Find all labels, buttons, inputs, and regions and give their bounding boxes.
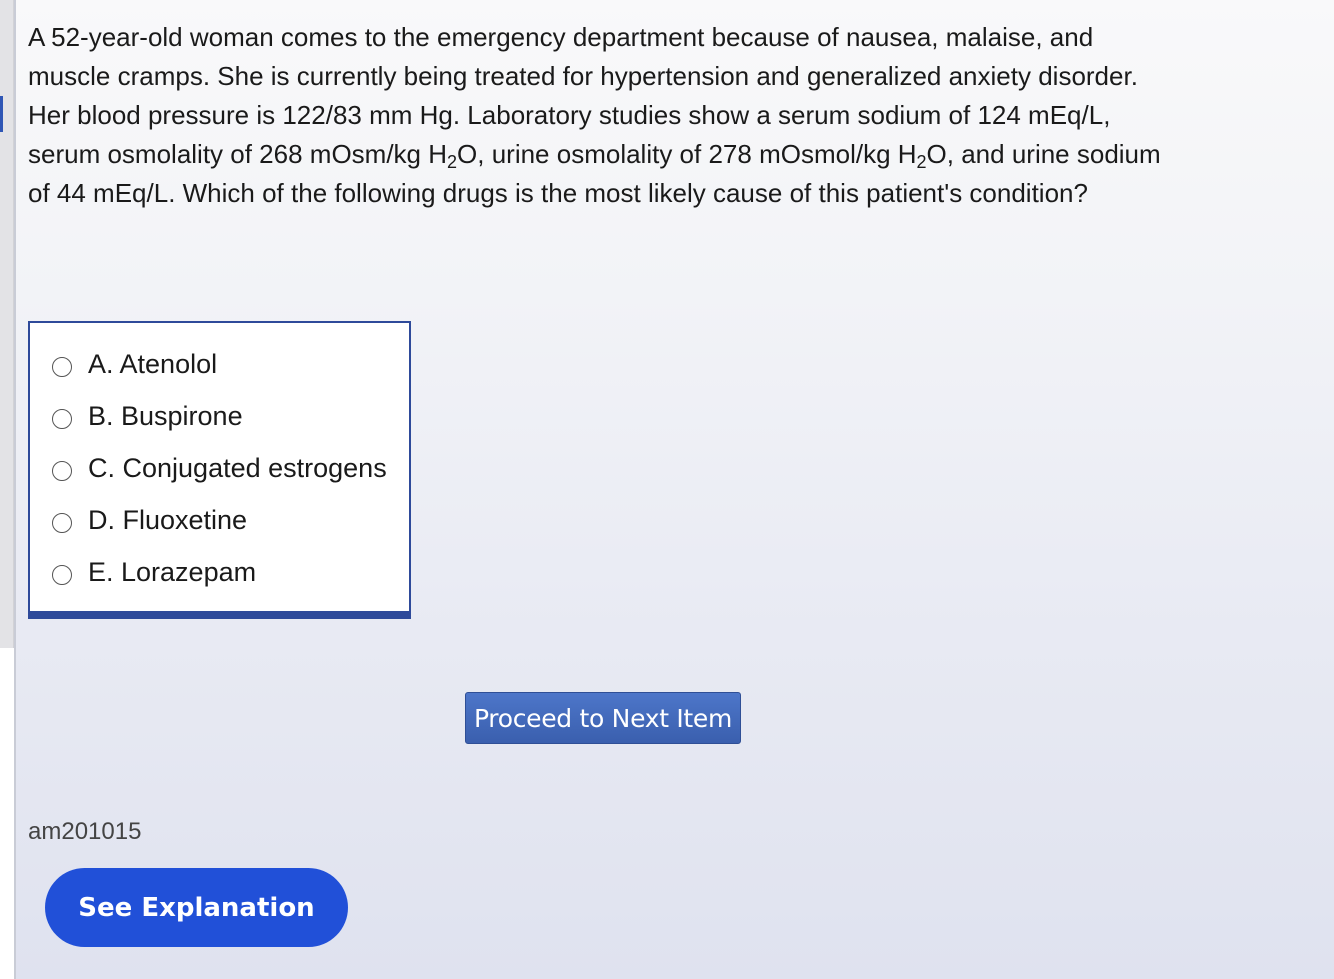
stem-text-2: O, urine osmolality of 278 mOsmol/kg H xyxy=(457,139,917,169)
radio-button-a[interactable] xyxy=(52,357,72,377)
answer-choice-c[interactable] xyxy=(52,448,387,488)
content-divider xyxy=(14,0,16,979)
answer-choice-label: A. Atenolol xyxy=(88,348,218,379)
answer-choice-label: D. Fluoxetine xyxy=(88,504,248,535)
subscript-2: 2 xyxy=(447,152,458,172)
stem-text-1: A 52-year-old woman comes to the emergency department because of nausea, malaise, and muscle cramps. She is currently being treated for hypertension and generalized anxiety disorder. Her blood pressure is 122/83 mm Hg. Laboratory studies show a serum sodium of 124 mEq/L, serum osmolality of 268 mOsm/kg H xyxy=(28,22,1138,169)
answer-choice-label: E. Lorazepam xyxy=(88,556,257,587)
answer-choice-a[interactable] xyxy=(52,344,217,384)
proceed-to-next-item-button[interactable]: Proceed to Next Item xyxy=(465,692,741,744)
answer-choice-d[interactable] xyxy=(52,500,247,540)
answer-choice-label: C. Conjugated estrogens xyxy=(88,452,387,483)
left-navigation-rail xyxy=(0,0,14,979)
answer-choices-box xyxy=(28,321,411,619)
question-id: am201015 xyxy=(28,818,142,845)
subscript-2: 2 xyxy=(916,152,927,172)
answer-choice-b[interactable] xyxy=(52,396,243,436)
answer-choice-label: B. Buspirone xyxy=(88,400,243,431)
answer-choice-e[interactable] xyxy=(52,552,256,592)
radio-button-d[interactable] xyxy=(52,513,72,533)
radio-button-c[interactable] xyxy=(52,461,72,481)
see-explanation-button[interactable]: See Explanation xyxy=(45,868,348,947)
current-item-marker xyxy=(0,96,3,132)
radio-button-b[interactable] xyxy=(52,409,72,429)
question-stem xyxy=(28,18,1168,213)
stem-text-3: O, and urine sodium of 44 mEq/L. Which of the following drugs is the most likely cause of this patient's condition? xyxy=(28,139,1161,208)
radio-button-e[interactable] xyxy=(52,565,72,585)
